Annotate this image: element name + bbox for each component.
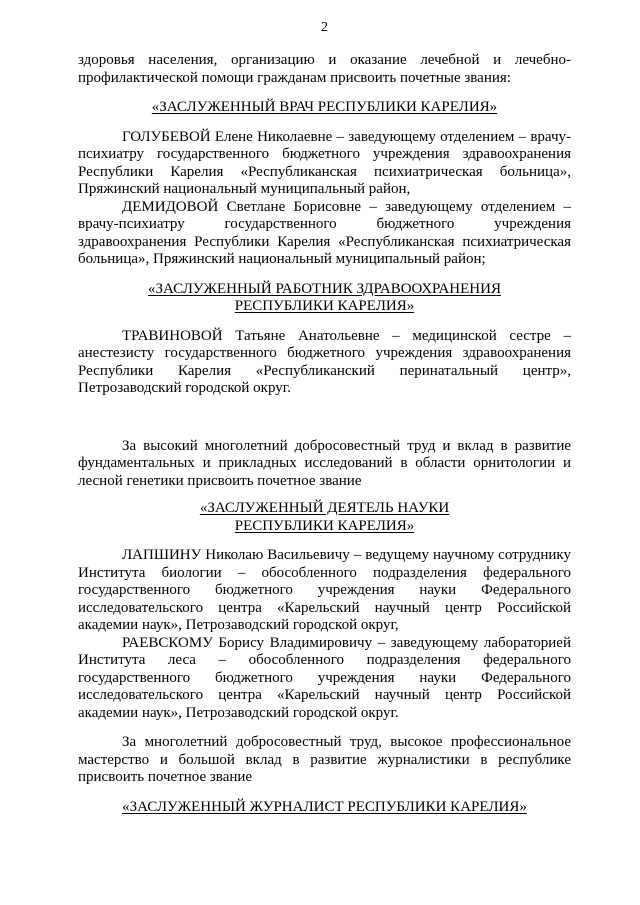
page-number: 2 [321,20,328,35]
intro-continuation-paragraph: здоровья населения, организацию и оказание лечебной и лечебно-профилактической помощи гражданам присвоить почетные звания: [78,52,571,86]
entry-lapshin: ЛАПШИНУ Николаю Васильевичу – ведущему научному сотруднику Института биологии – обособленного подразделения федерального государственного бюджетного учреждения науки Федерального исследовательского центра «Карельский научный центр Российской академии наук», Петрозаводский городской округ, [78,547,571,633]
intro-science-paragraph: За высокий многолетний добросовестный труд и вклад в развитие фундаментальных и прикладных исследований в области орнитологии и лесной генетики присвоить почетное звание [78,437,571,489]
title-honored-doctor: «ЗАСЛУЖЕННЫЙ ВРАЧ РЕСПУБЛИКИ КАРЕЛИЯ» [151,99,498,115]
entry-golubeva: ГОЛУБЕВОЙ Елене Николаевне – заведующему отделением – врачу-психиатру государственного бюджетного учреждения здравоохранения Республики Карелия «Республиканская психиатрическая больница», Пряжинский национальный муниципальный район, [78,128,571,197]
entry-raevsky: РАЕВСКОМУ Борису Владимировичу – заведующему лабораторией Института леса – обособленного подразделения федерального государственного бюджетного учреждения науки Федерального исследовательского центра «Карельский научный центр Российской академии наук», Петрозаводский городской округ. [78,634,571,721]
title-honored-journalist: «ЗАСЛУЖЕННЫЙ ЖУРНАЛИСТ РЕСПУБЛИКИ КАРЕЛИЯ» [122,798,527,815]
intro-journalism-paragraph: За многолетний добросовестный труд, высокое профессиональное мастерство и большой вклад в развитие журналистики в республике присвоить почетное звание [78,734,571,785]
title-honored-healthcare-worker [78,281,571,316]
title-line: РЕСПУБЛИКИ КАРЕЛИЯ» [234,517,415,534]
entry-demidova: ДЕМИДОВОЙ Светлане Борисовне – заведующему отделением – врачу-психиатру государственного бюджетного учреждения здравоохранения Республики Карелия «Республиканская психиатрическая больница», Пряжинский национальный муниципальный район; [78,198,571,267]
title-line: «ЗАСЛУЖЕННЫЙ ДЕЯТЕЛЬ НАУКИ [199,500,450,516]
title-line: РЕСПУБЛИКИ КАРЕЛИЯ» [234,298,415,314]
document-body [78,52,571,816]
title-honored-scientist [78,500,571,535]
entry-travinova: ТРАВИНОВОЙ Татьяне Анатольевне – медицинской сестре – анестезисту государственного бюджетного учреждения здравоохранения Республики Карелия «Республиканский перинатальный центр», Петрозаводский городской округ. [78,327,571,396]
title-line: «ЗАСЛУЖЕННЫЙ РАБОТНИК ЗДРАВООХРАНЕНИЯ [148,280,501,297]
